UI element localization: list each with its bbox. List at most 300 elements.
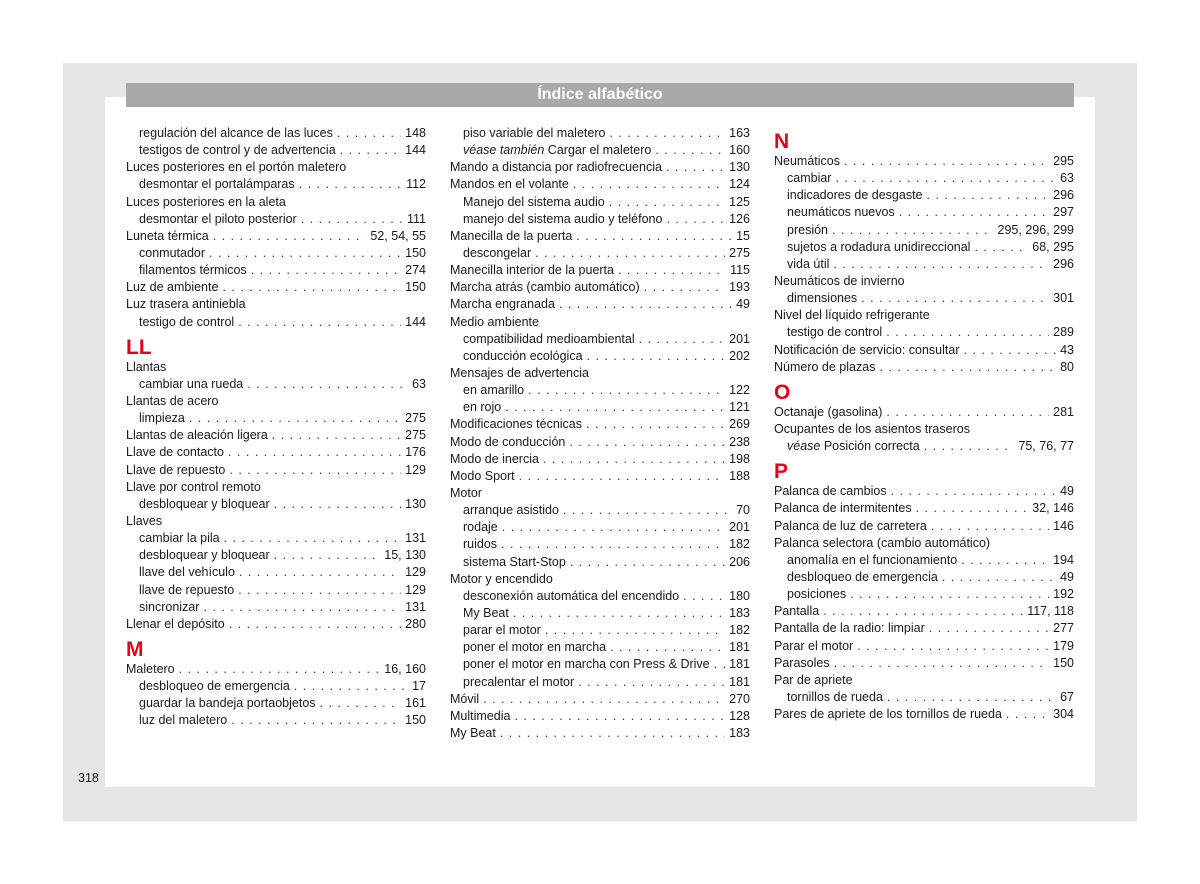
dot-leader — [857, 638, 1049, 655]
entry-term: parar el motor — [463, 623, 541, 638]
entry-term: My Beat — [463, 605, 509, 620]
entry-term: Motor — [450, 485, 482, 500]
index-entry — [450, 228, 750, 245]
dot-leader — [931, 518, 1049, 535]
entry-page-ref: 131 — [405, 599, 426, 614]
entry-page-ref: 131 — [405, 531, 426, 546]
entry-term: luz del maletero — [139, 713, 228, 728]
index-entry — [126, 479, 426, 496]
entry-page-ref: 301 — [1053, 291, 1074, 306]
entry-page-ref: 181 — [729, 640, 750, 655]
dot-leader — [299, 176, 402, 193]
dot-leader — [666, 211, 725, 228]
dot-leader — [569, 434, 725, 451]
dot-leader — [238, 582, 401, 599]
dot-leader — [224, 530, 402, 547]
entry-page-ref: 188 — [729, 468, 750, 483]
dot-leader — [609, 125, 725, 142]
index-subentry — [450, 605, 750, 622]
index-entry — [774, 500, 1074, 517]
dot-leader — [655, 142, 725, 159]
entry-page-ref: 275 — [405, 411, 426, 426]
index-subentry — [126, 125, 426, 142]
index-subentry — [450, 211, 750, 228]
entry-page-ref: 182 — [729, 623, 750, 638]
section-header: Índice alfabético — [126, 83, 1074, 107]
index-letter-heading: LL — [126, 335, 152, 359]
entry-term: Llantas de aleación ligera — [126, 428, 268, 443]
dot-leader — [861, 290, 1049, 307]
index-entry — [126, 513, 426, 530]
index-letter-heading: N — [774, 130, 790, 153]
entry-term: Maletero — [126, 661, 175, 676]
index-subentry — [774, 239, 1074, 256]
dot-leader — [228, 444, 401, 461]
entry-term: Modo Sport — [450, 468, 515, 483]
index-entry — [450, 468, 750, 485]
entry-term: Medio ambiente — [450, 314, 539, 329]
dot-leader — [833, 256, 1049, 273]
dot-leader — [961, 552, 1049, 569]
entry-term: descongelar — [463, 245, 532, 260]
entry-page-ref: 15 — [736, 228, 750, 243]
entry-term: cambiar la pila — [139, 531, 220, 546]
index-subentry — [774, 552, 1074, 569]
entry-page-ref: 128 — [729, 708, 750, 723]
dot-leader — [294, 678, 408, 695]
dot-leader — [639, 331, 726, 348]
index-entry — [126, 228, 426, 245]
index-subentry — [126, 314, 426, 331]
dot-leader — [505, 399, 725, 416]
index-subentry — [450, 125, 750, 142]
dot-leader — [502, 519, 725, 536]
entry-term: vida útil — [787, 256, 830, 271]
entry-page-ref: 193 — [729, 280, 750, 295]
index-subentry — [450, 674, 750, 691]
entry-term: Móvil — [450, 691, 480, 706]
entry-term: desbloqueo de emergencia — [139, 679, 290, 694]
entry-page-ref: 280 — [405, 616, 426, 631]
entry-page-ref: 146 — [1053, 518, 1074, 533]
entry-page-ref: 52, 54, 55 — [370, 228, 426, 243]
index-entry — [450, 262, 750, 279]
entry-page-ref: 160 — [729, 143, 750, 158]
dot-leader — [229, 462, 401, 479]
entry-term: limpieza — [139, 411, 185, 426]
entry-term: sincronizar — [139, 599, 200, 614]
entry-term: Llantas de acero — [126, 393, 219, 408]
index-entry — [774, 638, 1074, 655]
dot-leader — [832, 222, 994, 239]
entry-term: sistema Start-Stop — [463, 554, 566, 569]
see-also-label: véase también — [463, 143, 545, 158]
index-subentry — [450, 622, 750, 639]
dot-leader — [189, 410, 401, 427]
entry-term: precalentar el motor — [463, 674, 575, 689]
entry-term: Pantalla — [774, 604, 820, 619]
entry-page-ref: 129 — [405, 462, 426, 477]
index-column-1 — [126, 125, 426, 730]
dot-leader — [835, 170, 1056, 187]
index-subentry — [126, 582, 426, 599]
index-subentry — [126, 599, 426, 616]
index-entry — [126, 359, 426, 376]
dot-leader — [203, 599, 401, 616]
dot-leader — [251, 262, 401, 279]
index-letter-heading: P — [774, 460, 789, 484]
dot-leader — [239, 564, 401, 581]
entry-page-ref: 275 — [405, 428, 426, 443]
entry-page-ref: 112 — [406, 177, 426, 192]
dot-leader — [320, 695, 402, 712]
entry-term: desmontar el portalámparas — [139, 177, 295, 192]
entry-page-ref: 129 — [405, 582, 426, 597]
dot-leader — [247, 376, 408, 393]
entry-page-ref: 68, 295 — [1032, 239, 1074, 254]
index-entry — [450, 571, 750, 588]
entry-term: manejo del sistema audio y teléfono — [463, 211, 663, 226]
entry-page-ref: 304 — [1053, 707, 1074, 722]
entry-page-ref: 115 — [730, 263, 750, 278]
index-subentry — [126, 678, 426, 695]
dot-leader — [570, 554, 725, 571]
index-subentry — [126, 176, 426, 193]
dot-leader — [179, 661, 381, 678]
entry-page-ref: 277 — [1053, 621, 1074, 636]
index-subentry — [450, 382, 750, 399]
dot-leader — [238, 314, 401, 331]
index-entry — [126, 616, 426, 633]
dot-leader — [576, 228, 732, 245]
index-entry — [774, 672, 1074, 689]
entry-page-ref: 182 — [729, 537, 750, 552]
index-subentry — [450, 245, 750, 262]
dot-leader — [274, 547, 381, 564]
entry-term: anomalía en el funcionamiento — [787, 552, 958, 567]
entry-term: Modo de conducción — [450, 434, 566, 449]
index-subentry — [450, 519, 750, 536]
entry-term: Llantas — [126, 359, 167, 374]
entry-page-ref: 117, 118 — [1027, 604, 1074, 619]
entry-page-ref: 176 — [405, 445, 426, 460]
index-subentry — [450, 656, 750, 673]
index-entry — [126, 661, 426, 678]
index-subentry — [126, 262, 426, 279]
entry-page-ref: 17 — [412, 679, 426, 694]
index-entry — [126, 427, 426, 444]
entry-term: desbloqueo de emergencia — [787, 569, 938, 584]
dot-leader — [666, 159, 725, 176]
index-entry — [450, 314, 750, 331]
entry-page-ref: 269 — [729, 417, 750, 432]
entry-page-ref: 201 — [729, 520, 750, 535]
index-entry — [774, 620, 1074, 637]
dot-leader — [514, 708, 725, 725]
entry-term: neumáticos nuevos — [787, 205, 895, 220]
dot-leader — [899, 204, 1049, 221]
index-subentry — [126, 547, 426, 564]
index-entry — [450, 296, 750, 313]
entry-term: Luneta térmica — [126, 228, 209, 243]
dot-leader — [545, 622, 725, 639]
dot-leader — [500, 725, 725, 742]
dot-leader — [886, 324, 1049, 341]
dot-leader — [844, 153, 1049, 170]
entry-page-ref: 32, 146 — [1032, 501, 1074, 516]
entry-page-ref: 281 — [1053, 404, 1074, 419]
index-subentry — [774, 689, 1074, 706]
index-entry — [450, 434, 750, 451]
entry-page-ref: 16, 160 — [384, 661, 426, 676]
index-entry — [450, 159, 750, 176]
entry-term: desbloquear y bloquear — [139, 496, 270, 511]
index-subentry — [126, 211, 426, 228]
index-entry — [450, 708, 750, 725]
entry-term: testigos de control y de advertencia — [139, 143, 336, 158]
index-subentry — [126, 695, 426, 712]
index-subentry — [450, 639, 750, 656]
index-subentry — [126, 410, 426, 427]
entry-page-ref: 198 — [729, 451, 750, 466]
dot-leader — [823, 603, 1023, 620]
entry-term: desmontar el piloto posterior — [139, 211, 297, 226]
dot-leader — [879, 359, 1056, 376]
dot-leader — [559, 296, 732, 313]
index-entry — [774, 483, 1074, 500]
entry-page-ref: 63 — [412, 376, 426, 391]
dot-leader — [886, 404, 1049, 421]
index-subentry — [774, 438, 1074, 455]
index-entry — [126, 393, 426, 410]
entry-page-ref: 183 — [729, 725, 750, 740]
entry-term: llave de repuesto — [139, 582, 235, 597]
entry-term: Manejo del sistema audio — [463, 194, 605, 209]
dot-leader — [587, 348, 726, 365]
dot-leader — [483, 691, 725, 708]
entry-page-ref: 144 — [405, 143, 426, 158]
entry-page-ref: 295 — [1053, 154, 1074, 168]
entry-term: Llave por control remoto — [126, 479, 261, 494]
dot-leader — [231, 712, 401, 729]
entry-term: posiciones — [787, 587, 847, 602]
index-subentry — [450, 348, 750, 365]
index-subentry — [774, 222, 1074, 239]
entry-term: dimensiones — [787, 291, 858, 306]
index-entry — [774, 603, 1074, 620]
index-subentry — [126, 142, 426, 159]
entry-page-ref: 161 — [405, 696, 426, 711]
entry-page-ref: 206 — [729, 554, 750, 569]
entry-term: indicadores de desgaste — [787, 188, 923, 203]
entry-term — [463, 142, 651, 159]
entry-term: Mensajes de advertencia — [450, 365, 589, 380]
entry-term: en amarillo — [463, 383, 525, 398]
entry-page-ref: 238 — [729, 434, 750, 449]
see-also-label: véase — [787, 439, 821, 454]
index-entry — [450, 725, 750, 742]
entry-term: Ocupantes de los asientos traseros — [774, 421, 970, 436]
entry-term: poner el motor en marcha con Press & Drive — [463, 657, 710, 672]
entry-page-ref: 122 — [729, 383, 750, 398]
index-subentry — [126, 245, 426, 262]
entry-term: testigo de control — [139, 314, 235, 329]
entry-page-ref: 148 — [405, 126, 426, 140]
entry-page-ref: 180 — [729, 588, 750, 603]
page-number: 318 — [78, 771, 99, 785]
dot-leader — [535, 245, 725, 262]
index-entry — [774, 307, 1074, 324]
entry-term: Llenar el depósito — [126, 616, 225, 631]
entry-page-ref: 75, 76, 77 — [1018, 439, 1074, 454]
entry-page-ref: 126 — [729, 211, 750, 226]
entry-term: filamentos térmicos — [139, 263, 247, 278]
index-letter-heading: O — [774, 380, 791, 404]
index-subentry — [126, 712, 426, 729]
entry-term: desbloquear y bloquear — [139, 548, 270, 563]
dot-leader — [714, 656, 726, 673]
dot-leader — [528, 382, 725, 399]
dot-leader — [501, 536, 725, 553]
index-subentry — [774, 170, 1074, 187]
index-entry — [774, 359, 1074, 376]
index-subentry — [126, 496, 426, 513]
entry-term: Palanca de cambios — [774, 484, 887, 499]
index-entry — [126, 159, 426, 176]
dot-leader — [891, 483, 1057, 500]
dot-leader — [609, 194, 725, 211]
entry-page-ref: 111 — [406, 211, 426, 226]
dot-leader — [1006, 706, 1049, 723]
dot-leader — [209, 245, 401, 262]
entry-term: Manecilla interior de la puerta — [450, 263, 614, 278]
entry-term: tornillos de rueda — [787, 689, 883, 704]
index-subentry — [774, 586, 1074, 603]
entry-term: guardar la bandeja portaobjetos — [139, 696, 316, 711]
entry-term: Palanca selectora (cambio automático) — [774, 535, 991, 550]
index-entry — [774, 342, 1074, 359]
entry-term: Octanaje (gasolina) — [774, 404, 883, 419]
entry-term: poner el motor en marcha — [463, 640, 607, 655]
entry-page-ref: 201 — [729, 331, 750, 346]
entry-term-text: Cargar el maletero — [547, 143, 652, 158]
dot-leader — [340, 142, 401, 159]
entry-term: Marcha atrás (cambio automático) — [450, 280, 640, 295]
dot-leader — [229, 616, 401, 633]
entry-term-text: Posición correcta — [823, 439, 920, 454]
entry-term: presión — [787, 222, 828, 237]
entry-term: desconexión automática del encendido — [463, 588, 680, 603]
entry-page-ref: 202 — [729, 348, 750, 363]
index-entry — [126, 462, 426, 479]
entry-term — [787, 438, 920, 455]
entry-page-ref: 43 — [1060, 342, 1074, 357]
entry-term: Mandos en el volante — [450, 177, 569, 192]
entry-term: testigo de control — [787, 325, 883, 340]
entry-page-ref: 270 — [729, 691, 750, 706]
dot-leader — [519, 468, 726, 485]
index-subentry — [450, 399, 750, 416]
index-entry — [450, 416, 750, 433]
index-entry — [126, 296, 426, 313]
entry-page-ref: 296 — [1053, 256, 1074, 271]
entry-term: Luces posteriores en la aleta — [126, 194, 286, 209]
entry-page-ref: 150 — [405, 713, 426, 728]
entry-term: Luz trasera antiniebla — [126, 297, 246, 312]
entry-term: Palanca de intermitentes — [774, 501, 912, 516]
index-column-2 — [450, 125, 750, 742]
entry-term: Modo de inercia — [450, 451, 539, 466]
index-entry — [774, 518, 1074, 535]
index-entry — [774, 421, 1074, 438]
entry-term: arranque asistido — [463, 503, 559, 518]
entry-page-ref: 121 — [729, 400, 750, 415]
dot-leader — [543, 451, 725, 468]
index-subentry — [450, 502, 750, 519]
index-entry — [450, 485, 750, 502]
dot-leader — [834, 655, 1050, 672]
index-entry — [774, 655, 1074, 672]
dot-leader — [272, 427, 401, 444]
index-entry — [774, 273, 1074, 290]
dot-leader — [618, 262, 726, 279]
dot-leader — [964, 342, 1057, 359]
entry-page-ref: 80 — [1060, 359, 1074, 374]
entry-term: Marcha engranada — [450, 297, 555, 312]
index-subentry — [774, 324, 1074, 341]
entry-term: ruidos — [463, 537, 498, 552]
entry-term: compatibilidad medioambiental — [463, 331, 635, 346]
entry-term: My Beat — [450, 725, 496, 740]
entry-term: piso variable del maletero — [463, 126, 606, 140]
entry-term: Llaves — [126, 513, 163, 528]
dot-leader — [683, 588, 725, 605]
entry-page-ref: 130 — [729, 160, 750, 175]
dot-leader — [887, 689, 1056, 706]
index-entry — [450, 279, 750, 296]
dot-leader — [916, 500, 1029, 517]
entry-term: Luces posteriores en el portón maletero — [126, 160, 347, 175]
entry-page-ref: 49 — [1060, 484, 1074, 499]
dot-leader — [924, 438, 1015, 455]
dot-leader — [578, 674, 725, 691]
entry-page-ref: 275 — [729, 245, 750, 260]
entry-term: Número de plazas — [774, 359, 876, 374]
entry-page-ref: 296 — [1053, 188, 1074, 203]
dot-leader — [274, 496, 401, 513]
index-entry — [126, 194, 426, 211]
entry-term: sujetos a rodadura unidireccional — [787, 239, 971, 254]
entry-term: Neumáticos de invierno — [774, 273, 905, 288]
entry-page-ref: 130 — [405, 496, 426, 511]
entry-page-ref: 70 — [736, 503, 750, 518]
index-entry — [126, 279, 426, 296]
index-entry — [774, 404, 1074, 421]
index-entry — [450, 176, 750, 193]
entry-term: Nivel del líquido refrigerante — [774, 308, 930, 323]
index-subentry — [774, 290, 1074, 307]
entry-page-ref: 181 — [729, 674, 750, 689]
index-subentry — [774, 569, 1074, 586]
dot-leader — [513, 605, 725, 622]
entry-term: Llave de contacto — [126, 445, 224, 460]
entry-term: Pantalla de la radio: limpiar — [774, 621, 925, 636]
entry-term: Luz de ambiente — [126, 280, 219, 295]
index-subentry — [126, 376, 426, 393]
index-subentry — [450, 588, 750, 605]
index-subentry — [450, 536, 750, 553]
dot-leader — [586, 416, 725, 433]
